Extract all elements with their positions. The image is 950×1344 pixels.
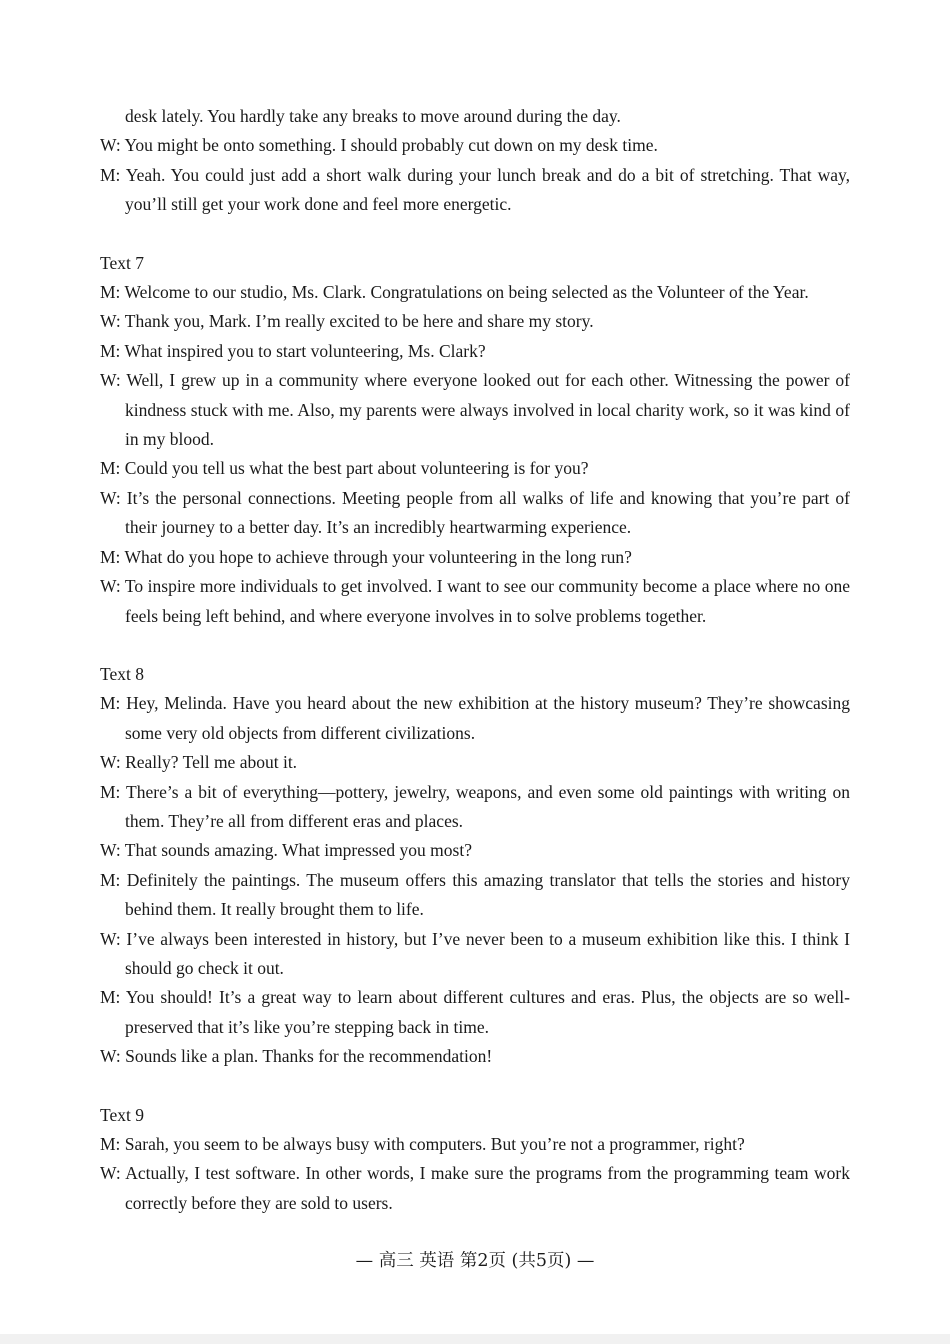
- dialogue-line: M: You should! It’s a great way to learn about different cultures and eras. Plus, the objects are so well-preserved that it’s like you’re stepping back in time.: [100, 987, 850, 1037]
- section-heading-text7: Text 7: [100, 252, 144, 273]
- dialogue-line: M: There’s a bit of everything—pottery, jewelry, weapons, and even some old paintings with writing on them. They’re all from different eras and places.: [100, 781, 850, 831]
- dialogue-line: M: Yeah. You could just add a short walk during your lunch break and do a bit of stretching. That way, you’ll still get your work done and feel more energetic.: [100, 164, 850, 215]
- dialogue-line: W: You might be onto something. I should probably cut down on my desk time.: [100, 135, 658, 156]
- bottom-edge: [0, 1334, 950, 1344]
- dialogue-line: M: Definitely the paintings. The museum offers this amazing translator that tells the stories and history behind them. It really brought them to life.: [100, 869, 850, 920]
- dialogue-line: M: Sarah, you seem to be always busy with computers. But you’re not a programmer, right?: [100, 1134, 745, 1154]
- dialogue-line: W: To inspire more individuals to get involved. I want to see our community become a place where no one feels being left behind, and where everyone involves in to solve problems together.: [100, 576, 850, 626]
- dialogue-line: W: Sounds like a plan. Thanks for the recommendation!: [100, 1046, 493, 1067]
- dialogue-line: M: What inspired you to start volunteering, Ms. Clark?: [100, 340, 486, 361]
- dialogue-line: M: Welcome to our studio, Ms. Clark. Congratulations on being selected as the Volunteer of the Year.: [100, 282, 809, 303]
- page-footer: — 高三 英语 第2页 (共5页) —: [355, 1251, 595, 1271]
- document-page: [100, 102, 850, 1218]
- dialogue-line: W: It’s the personal connections. Meeting people from all walks of life and knowing that you’re part of their journey to a better day. It’s an incredibly heartwarming experience.: [100, 487, 850, 538]
- dialogue-line: W: I’ve always been interested in history, but I’ve never been to a museum exhibition like this. I think I should go check it out.: [100, 928, 850, 978]
- dialogue-line: W: That sounds amazing. What impressed you most?: [100, 840, 472, 861]
- section-heading-text8: Text 8: [100, 663, 144, 684]
- dialogue-line: W: Actually, I test software. In other words, I make sure the programs from the programming team work correctly before they are sold to users.: [100, 1163, 850, 1213]
- dialogue-line: M: Could you tell us what the best part about volunteering is for you?: [100, 458, 589, 479]
- continued-line: desk lately. You hardly take any breaks to move around during the day.: [125, 106, 621, 126]
- dialogue-line: M: Hey, Melinda. Have you heard about the new exhibition at the history museum? They’re showcasing some very old objects from different civilizations.: [100, 693, 850, 743]
- dialogue-line: W: Well, I grew up in a community where everyone looked out for each other. Witnessing the power of kindness stuck with me. Also, my parents were always involved in local charity work, so it was kind of in my blood.: [100, 370, 850, 450]
- section-heading-text9: Text 9: [100, 1104, 144, 1125]
- dialogue-line: W: Thank you, Mark. I’m really excited to be here and share my story.: [100, 311, 594, 332]
- dialogue-line: W: Really? Tell me about it.: [100, 752, 298, 773]
- dialogue-line: M: What do you hope to achieve through your volunteering in the long run?: [100, 546, 632, 567]
